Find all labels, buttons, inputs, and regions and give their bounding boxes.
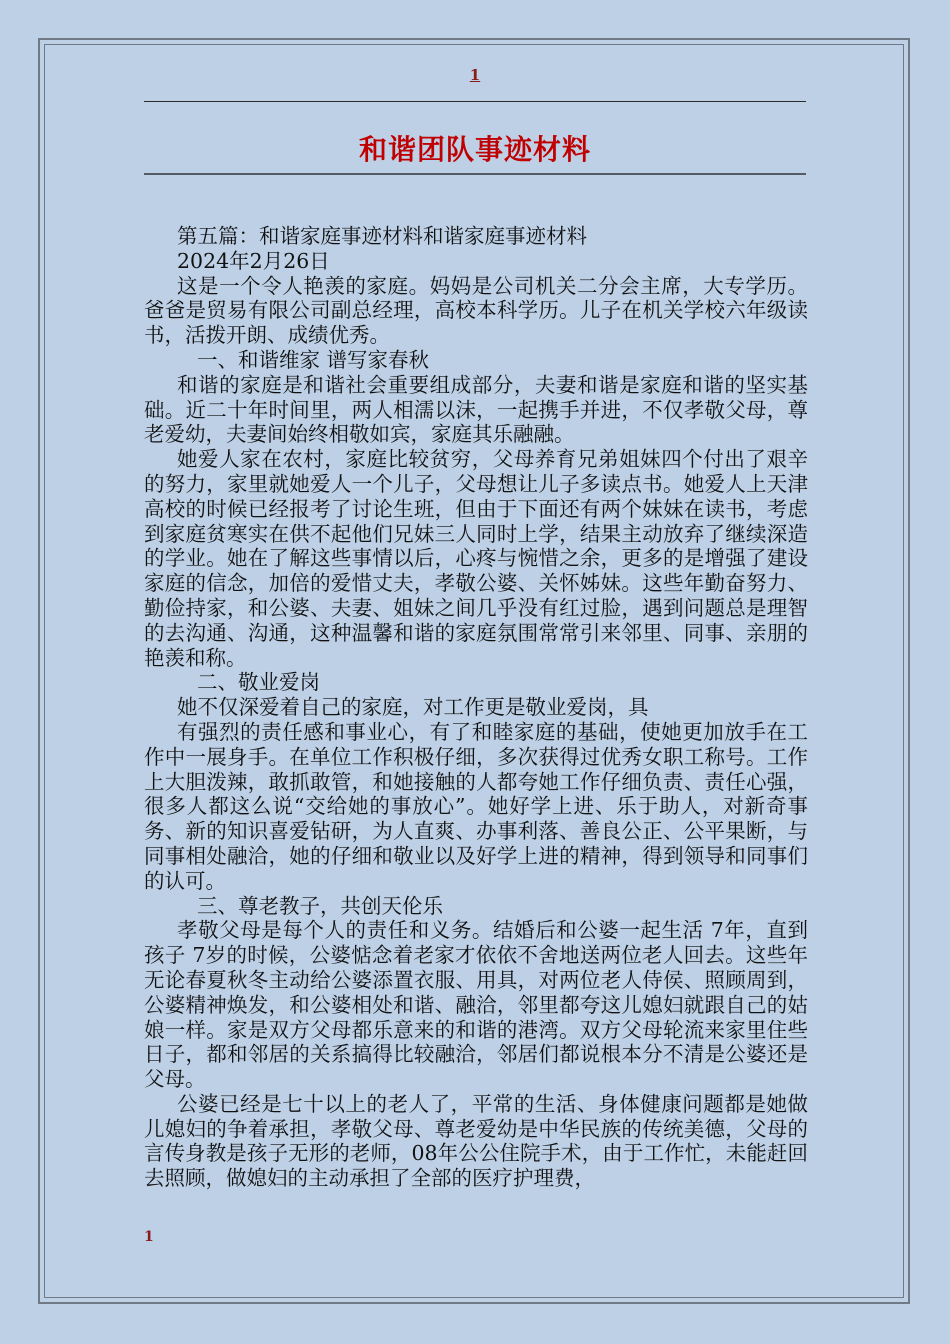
body-paragraph: 孝敬父母是每个人的责任和义务。结婚后和公婆一起生活 7年，直到孩子 7岁的时候，公婆惦念着老家才依依不舍地送两位老人回去。这些年无论春夏秋冬主动给公婆添置衣服、用具，对两位老人侍侯、照顾周到，公婆精神焕发，和公婆相处和谐、融洽，邻里都夸这儿媳妇就跟自己的姑娘一样。家是双方父母都乐意来的和谐的港湾。双方父母轮流来家里住些日子，都和邻居的关系搞得比较融洽，邻居们都说根本分不清是公婆还是父母。 [144, 918, 808, 1092]
body-paragraph: 公婆已经是七十以上的老人了，平常的生活、身体健康问题都是她做儿媳妇的争着承担，孝敬父母、尊老爱幼是中华民族的传统美德，父母的言传身教是孩子无形的老师，08年公公住院手术，由于工作忙，未能赶回去照顾，做媳妇的主动承担了全部的医疗护理费， [144, 1091, 808, 1191]
header-rule [144, 101, 806, 102]
body-paragraph: 她爱人家在农村，家庭比较贫穷，父母养育兄弟姐妹四个付出了艰辛的努力，家里就她爱人一个儿子，父母想让儿子多读点书。她爱人上天津高校的时候已经报考了讨论生班，但由于下面还有两个妹妹在读书，考虑到家庭贫寒实在供不起他们兄妹三人同时上学，结果主动放弃了继续深造的学业。她在了解这些事情以后，心疼与惋惜之余，更多的是增强了建设家庭的信念，加倍的爱惜丈夫，孝敬公婆、关怀姊妹。这些年勤奋努力、勤俭持家，和公婆、夫妻、姐妹之间几乎没有红过脸，遇到问题总是理智的去沟通、沟通，这种温馨和谐的家庭氛围常常引来邻里、同事、亲朋的艳羡和称。 [144, 447, 808, 670]
body-paragraph: 一、和谐维家 谱写家春秋 [197, 347, 430, 372]
footer-page-number: 1 [144, 1229, 154, 1245]
body-paragraph: 三、尊老教子，共创天伦乐 [197, 893, 443, 918]
header-page-number: 1 [469, 66, 481, 84]
body-paragraph: 二、敬业爱岗 [197, 670, 320, 695]
document-body [144, 224, 808, 1191]
body-paragraph: 她不仅深爱着自己的家庭，对工作更是敬业爱岗，具 [177, 695, 649, 720]
body-paragraph: 第五篇：和谐家庭事迹材料和谐家庭事迹材料 [177, 224, 587, 248]
body-paragraph: 这是一个令人艳羡的家庭。妈妈是公司机关二分会主席，大专学历。爸爸是贸易有限公司副总经理，高校本科学历。儿子在机关学校六年级读书，活拨开朗、成绩优秀。 [144, 273, 808, 348]
document-title: 和谐团队事迹材料 [358, 133, 591, 166]
title-rule [144, 173, 806, 175]
body-paragraph: 有强烈的责任感和事业心，有了和睦家庭的基础，使她更加放手在工作中一展身手。在单位工作积极仔细，多次获得过优秀女职工称号。工作上大胆泼辣，敢抓敢管，和她接触的人都夸她工作仔细负责、责任心强，很多人都这么说“交给她的事放心”。她好学上进、乐于助人，对新奇事务、新的知识喜爱钻研，为人直爽、办事利落、善良公正、公平果断，与同事相处融洽，她的仔细和敬业以及好学上进的精神，得到领导和同事们的认可。 [144, 719, 808, 893]
body-paragraph: 和谐的家庭是和谐社会重要组成部分，夫妻和谐是家庭和谐的坚实基础。近二十年时间里，两人相濡以沫，一起携手并进，不仅孝敬父母，尊老爱幼，夫妻间始终相敬如宾，家庭其乐融融。 [144, 372, 808, 447]
body-paragraph: 2024年2月26日 [177, 248, 330, 273]
